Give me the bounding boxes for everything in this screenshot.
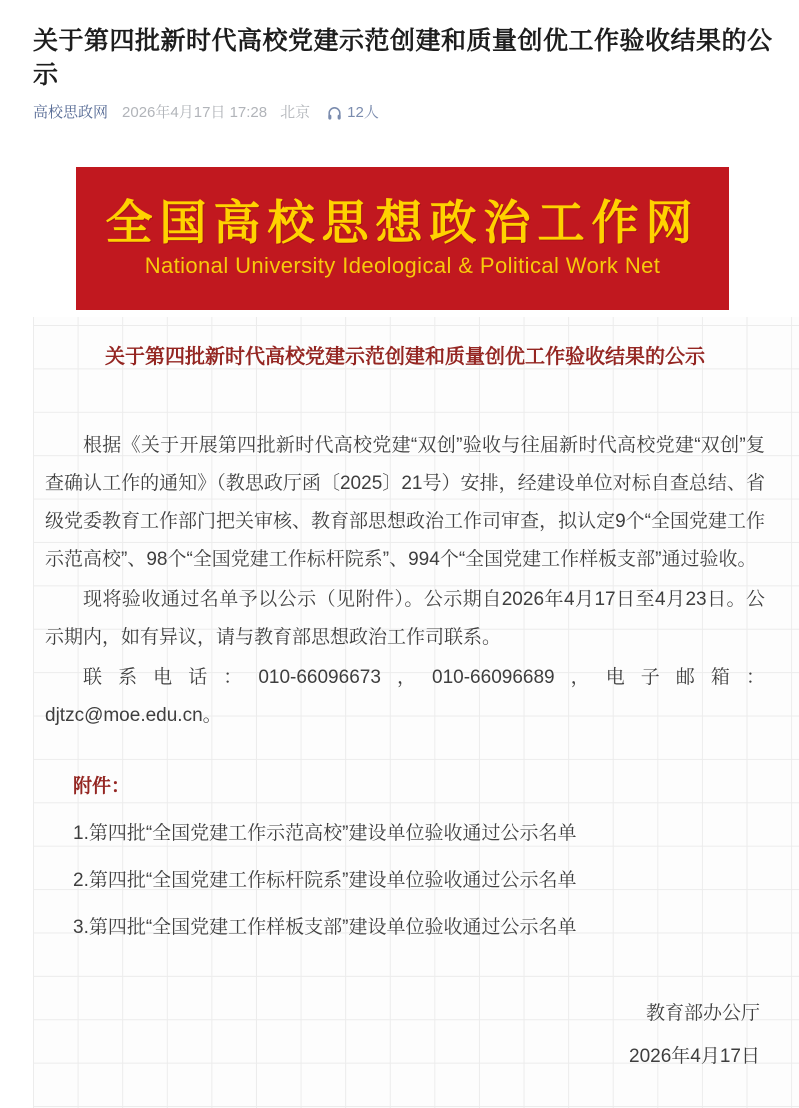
notice-document xyxy=(33,317,799,1108)
signature-org: 教育部办公厅 xyxy=(645,1003,760,1024)
listen-button[interactable] xyxy=(326,103,379,123)
notice-paragraph: 现将验收通过名单予以公示（见附件）。公示期自2026年4月17日至4月23日。公示期内，如有异议，请与教育部思想政治工作司联系。 xyxy=(45,589,765,648)
attachments-section xyxy=(45,768,765,947)
publish-datetime: 2026年4月17日 17:28 xyxy=(122,104,268,121)
notice-title: 关于第四批新时代高校党建示范创建和质量创优工作验收结果的公示 xyxy=(105,346,705,368)
contact-email: djtzc@moe.edu.cn。 xyxy=(45,705,222,726)
article-title: 关于第四批新时代高校党建示范创建和质量创优工作验收结果的公示 xyxy=(33,27,773,89)
article-meta xyxy=(33,103,779,123)
notice-paragraph: 根据《关于开展第四批新时代高校党建“双创”验收与往届新时代高校党建“双创”复查确认工作的通知》（教思政厅函〔2025〕21号）安排，经建设单位对标自查总结、省级党委教育工作部门把关审核、教育部思想政治工作司审查，拟认定9个“全国党建工作示范高校”、98个“全国党建工作标杆院系”、994个“全国党建工作样板支部”通过验收。 xyxy=(45,435,765,570)
contact-line: 联系电话：010-66096673，010-66096689，电子邮箱： xyxy=(83,667,765,688)
contact-paragraph xyxy=(45,659,765,735)
source-link[interactable]: 高校思政网 xyxy=(33,104,109,121)
banner-cn-title: 全国高校思想政治工作网 xyxy=(105,196,700,251)
signature-block xyxy=(45,995,765,1076)
publish-location: 北京 xyxy=(280,104,311,121)
attachment-item: 3.第四批“全国党建工作样板支部”建设单位验收通过公示名单 xyxy=(73,917,577,938)
attachment-item: 1.第四批“全国党建工作示范高校”建设单位验收通过公示名单 xyxy=(73,823,577,844)
headphones-icon xyxy=(326,105,343,122)
signature-date: 2026年4月17日 xyxy=(629,1046,760,1067)
attachments-label: 附件： xyxy=(73,776,131,797)
listen-count: 12人 xyxy=(347,104,379,121)
notice-body xyxy=(45,427,765,1076)
article-header xyxy=(0,0,799,123)
banner-en-title: National University Ideological & Political Work Net xyxy=(144,253,661,278)
attachment-item: 2.第四批“全国党建工作标杆院系”建设单位验收通过公示名单 xyxy=(73,870,577,891)
site-banner-image xyxy=(76,167,729,310)
